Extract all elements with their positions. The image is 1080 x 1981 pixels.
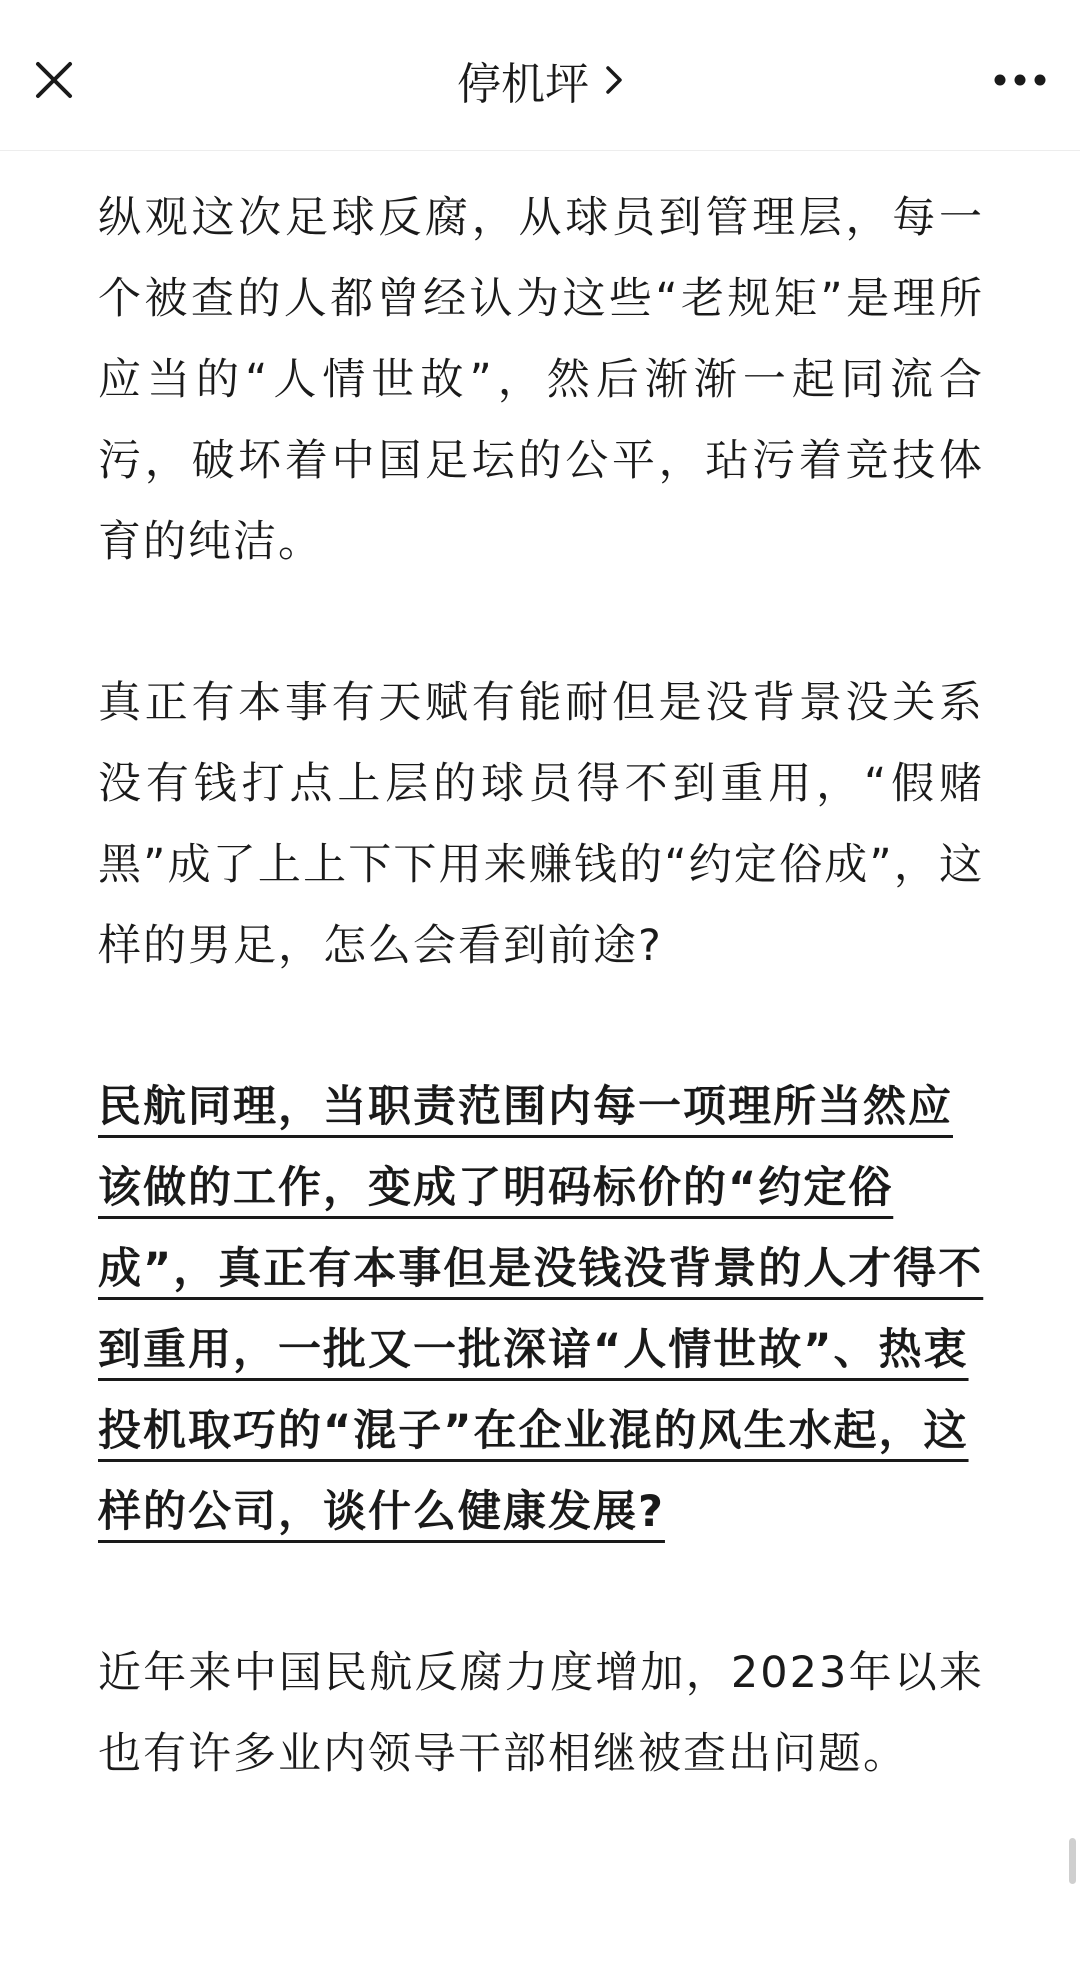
account-title-link[interactable] — [0, 52, 1080, 108]
more-horizontal-icon — [994, 73, 1046, 87]
page-title: 停机坪 — [457, 59, 589, 110]
top-navigation-bar — [0, 0, 1080, 151]
article-paragraph-3-emphasis — [98, 1067, 984, 1553]
more-options-button[interactable] — [988, 52, 1052, 108]
scrollbar-thumb[interactable] — [1069, 1838, 1076, 1884]
underlined-emphasis-text: 民航同理，当职责范围内每一项理所当然应该做的工作，变成了明码标价的“约定俗成”，真正有本事但是没钱没背景的人才得不到重用，一批又一批深谙“人情世故”、热衷投机取巧的“混子”在企业混的风生水起，这样的公司，谈什么健康发展? — [98, 1082, 984, 1537]
article-paragraph-1: 纵观这次足球反腐，从球员到管理层，每一个被查的人都曾经认为这些“老规矩”是理所应当的“人情世故”，然后渐渐一起同流合污，破坏着中国足坛的公平，玷污着竞技体育的纯洁。 — [98, 193, 984, 567]
article-paragraph-2: 真正有本事有天赋有能耐但是没背景没关系没有钱打点上层的球员得不到重用，“假赌黑”成了上上下下用来赚钱的“约定俗成”，这样的男足，怎么会看到前途? — [98, 678, 984, 971]
article-body — [98, 178, 984, 1795]
chevron-right-icon — [605, 64, 623, 96]
article-paragraph-4: 近年来中国民航反腐力度增加，2023年以来也有许多业内领导干部相继被查出问题。 — [98, 1648, 984, 1779]
